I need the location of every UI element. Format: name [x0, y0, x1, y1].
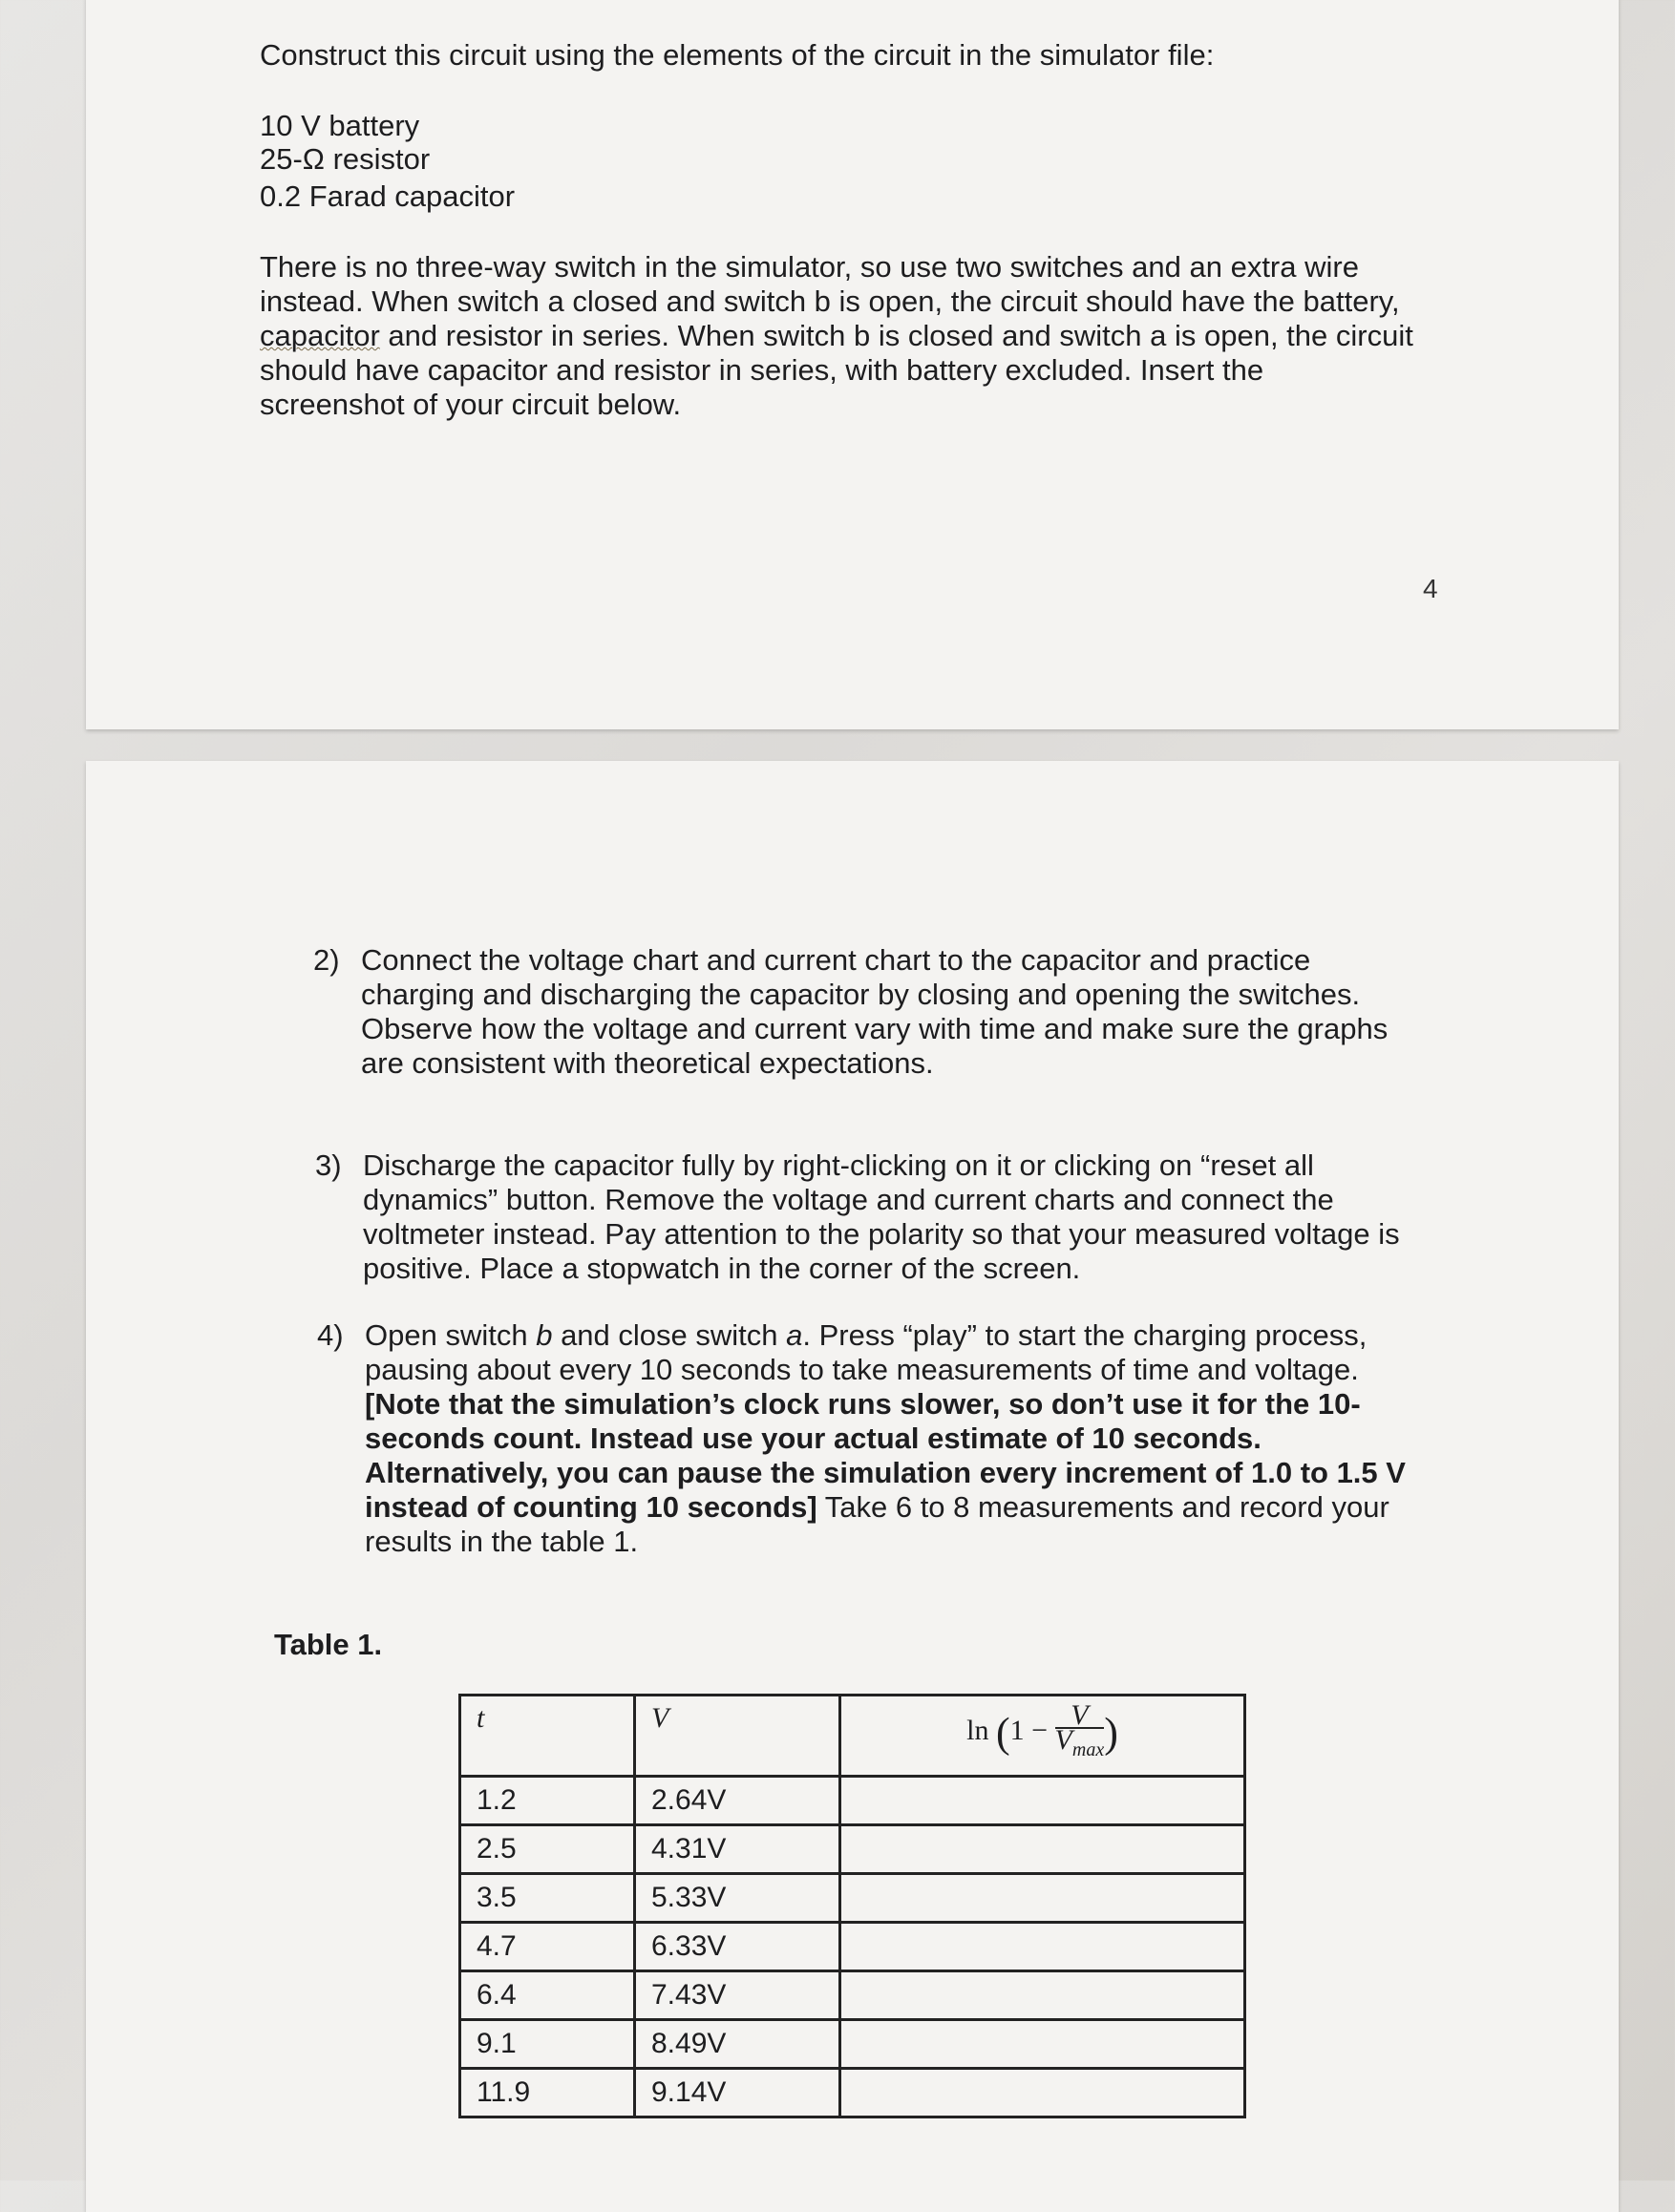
step-2-line: charging and discharging the capacitor by closing and opening the switches.: [361, 978, 1361, 1011]
header-ln-formula: [840, 1696, 1245, 1777]
cell-v: 2.64V: [635, 1777, 840, 1825]
switch-line-2: [260, 284, 1413, 319]
step-4-line-6: [365, 1490, 1406, 1525]
step-4-bold-text: Alternatively, you can pause the simulation every increment of 1.0 to 1.5 V: [365, 1456, 1406, 1489]
table-row: [460, 2069, 1245, 2117]
cell-t: 11.9: [460, 2069, 635, 2117]
cell-v: 7.43V: [635, 1971, 840, 2020]
switch-line-3: [260, 319, 1413, 353]
step-4-bold-text: seconds count. Instead use your actual estimate of 10 seconds.: [365, 1422, 1262, 1455]
header-t: t: [460, 1696, 635, 1777]
step-4-number: 4): [317, 1318, 344, 1352]
component-capacitor: 0.2 Farad capacitor: [260, 179, 516, 213]
cell-v: 9.14V: [635, 2069, 840, 2117]
step-2-number: 2): [313, 943, 340, 977]
cell-ln: [840, 1971, 1245, 2020]
step-3-line: voltmeter instead. Pay attention to the polarity so that your measured voltage is: [363, 1217, 1400, 1251]
cell-t: 6.4: [460, 1971, 635, 2020]
cell-ln: [840, 2020, 1245, 2069]
cell-ln: [840, 1874, 1245, 1923]
table-row: [460, 1923, 1245, 1971]
table-row: [460, 1971, 1245, 2020]
step-4-text: [365, 1318, 1406, 1559]
switch-instructions: [260, 250, 1413, 422]
step-2-line: are consistent with theoretical expectations.: [361, 1046, 934, 1080]
switch-line-3-text: and resistor in series. When switch b is closed and switch a is open, the circuit: [388, 319, 1413, 352]
component-resistor: 25-Ω resistor: [260, 142, 431, 176]
cell-t: 4.7: [460, 1923, 635, 1971]
step-4-line-1: [365, 1318, 1406, 1353]
cell-t: 1.2: [460, 1777, 635, 1825]
step-4-bold-line: [365, 1387, 1406, 1422]
step-4-bold-text: [Note that the simulation’s clock runs slower, so don’t use it for the 10-: [365, 1387, 1361, 1421]
step-4-line-7: results in the table 1.: [365, 1525, 639, 1558]
cell-t: 2.5: [460, 1825, 635, 1874]
cell-v: 6.33V: [635, 1923, 840, 1971]
table-header-row: [460, 1696, 1245, 1777]
switch-line-1: There is no three-way switch in the simulator, so use two switches and an extra wire: [260, 250, 1359, 284]
measurement-table: [458, 1694, 1246, 2118]
step-2-text: [361, 943, 1388, 1081]
cell-ln: [840, 1777, 1245, 1825]
switch-line-4: should have capacitor and resistor in series, with battery excluded. Insert the: [260, 353, 1264, 387]
step-4-text-part: and close switch: [552, 1318, 787, 1352]
cell-ln: [840, 1825, 1245, 1874]
step-4-bold-line: [365, 1456, 1406, 1490]
header-v: V: [635, 1696, 840, 1777]
step-4-text-part: . Press “play” to start the charging process,: [802, 1318, 1368, 1352]
frac-den-sub: max: [1071, 1739, 1105, 1760]
table-row: [460, 2020, 1245, 2069]
step-3-line: dynamics” button. Remove the voltage and current charts and connect the: [363, 1183, 1334, 1216]
table-row: [460, 1777, 1245, 1825]
step-4-text-part: Take 6 to 8 measurements and record your: [816, 1490, 1389, 1524]
component-battery: 10 V battery: [260, 109, 420, 142]
capacitor-word: capacitor: [260, 319, 380, 352]
frac-den-v: V: [1054, 1724, 1072, 1756]
cell-v: 4.31V: [635, 1825, 840, 1874]
cell-v: 5.33V: [635, 1874, 840, 1923]
cell-t: 9.1: [460, 2020, 635, 2069]
frac-numerator: V: [1071, 1699, 1089, 1731]
step-4-text-part: Open switch: [365, 1318, 537, 1352]
cell-ln: [840, 2069, 1245, 2117]
frac-denominator: [1054, 1724, 1105, 1761]
document-page-1: [86, 0, 1619, 729]
ln-label: ln: [966, 1714, 989, 1746]
step-3-line: Discharge the capacitor fully by right-clicking on it or clicking on “reset all: [363, 1148, 1314, 1182]
switch-line-5: screenshot of your circuit below.: [260, 388, 682, 421]
paren-close-icon: ): [1104, 1709, 1118, 1757]
step-3-line: positive. Place a stopwatch in the corner of the screen.: [363, 1252, 1081, 1285]
switch-line-2-text: instead. When switch a closed and switch b is open, the circuit should have the battery,: [260, 284, 1400, 318]
table-row: [460, 1825, 1245, 1874]
switch-a-label: a: [786, 1318, 803, 1352]
step-3-number: 3): [315, 1148, 342, 1182]
ln-one: 1 −: [1009, 1714, 1049, 1746]
step-3-text: [363, 1148, 1400, 1286]
cell-ln: [840, 1923, 1245, 1971]
v-over-vmax: [1054, 1699, 1105, 1761]
paren-open-icon: (: [995, 1709, 1010, 1757]
step-2-line: Connect the voltage chart and current chart to the capacitor and practice: [361, 943, 1311, 977]
table-row: [460, 1874, 1245, 1923]
page-number: 4: [1423, 574, 1438, 603]
step-4-bold-text: instead of counting 10 seconds]: [365, 1490, 817, 1524]
table-caption: Table 1.: [274, 1628, 383, 1661]
intro-text: Construct this circuit using the elements of the circuit in the simulator file:: [260, 38, 1215, 72]
step-2-line: Observe how the voltage and current vary with time and make sure the graphs: [361, 1012, 1389, 1045]
cell-t: 3.5: [460, 1874, 635, 1923]
step-4-bold-line: [365, 1422, 1406, 1456]
switch-b-label: b: [536, 1318, 553, 1352]
step-4-line-2: pausing about every 10 seconds to take measurements of time and voltage.: [365, 1353, 1359, 1386]
cell-v: 8.49V: [635, 2020, 840, 2069]
